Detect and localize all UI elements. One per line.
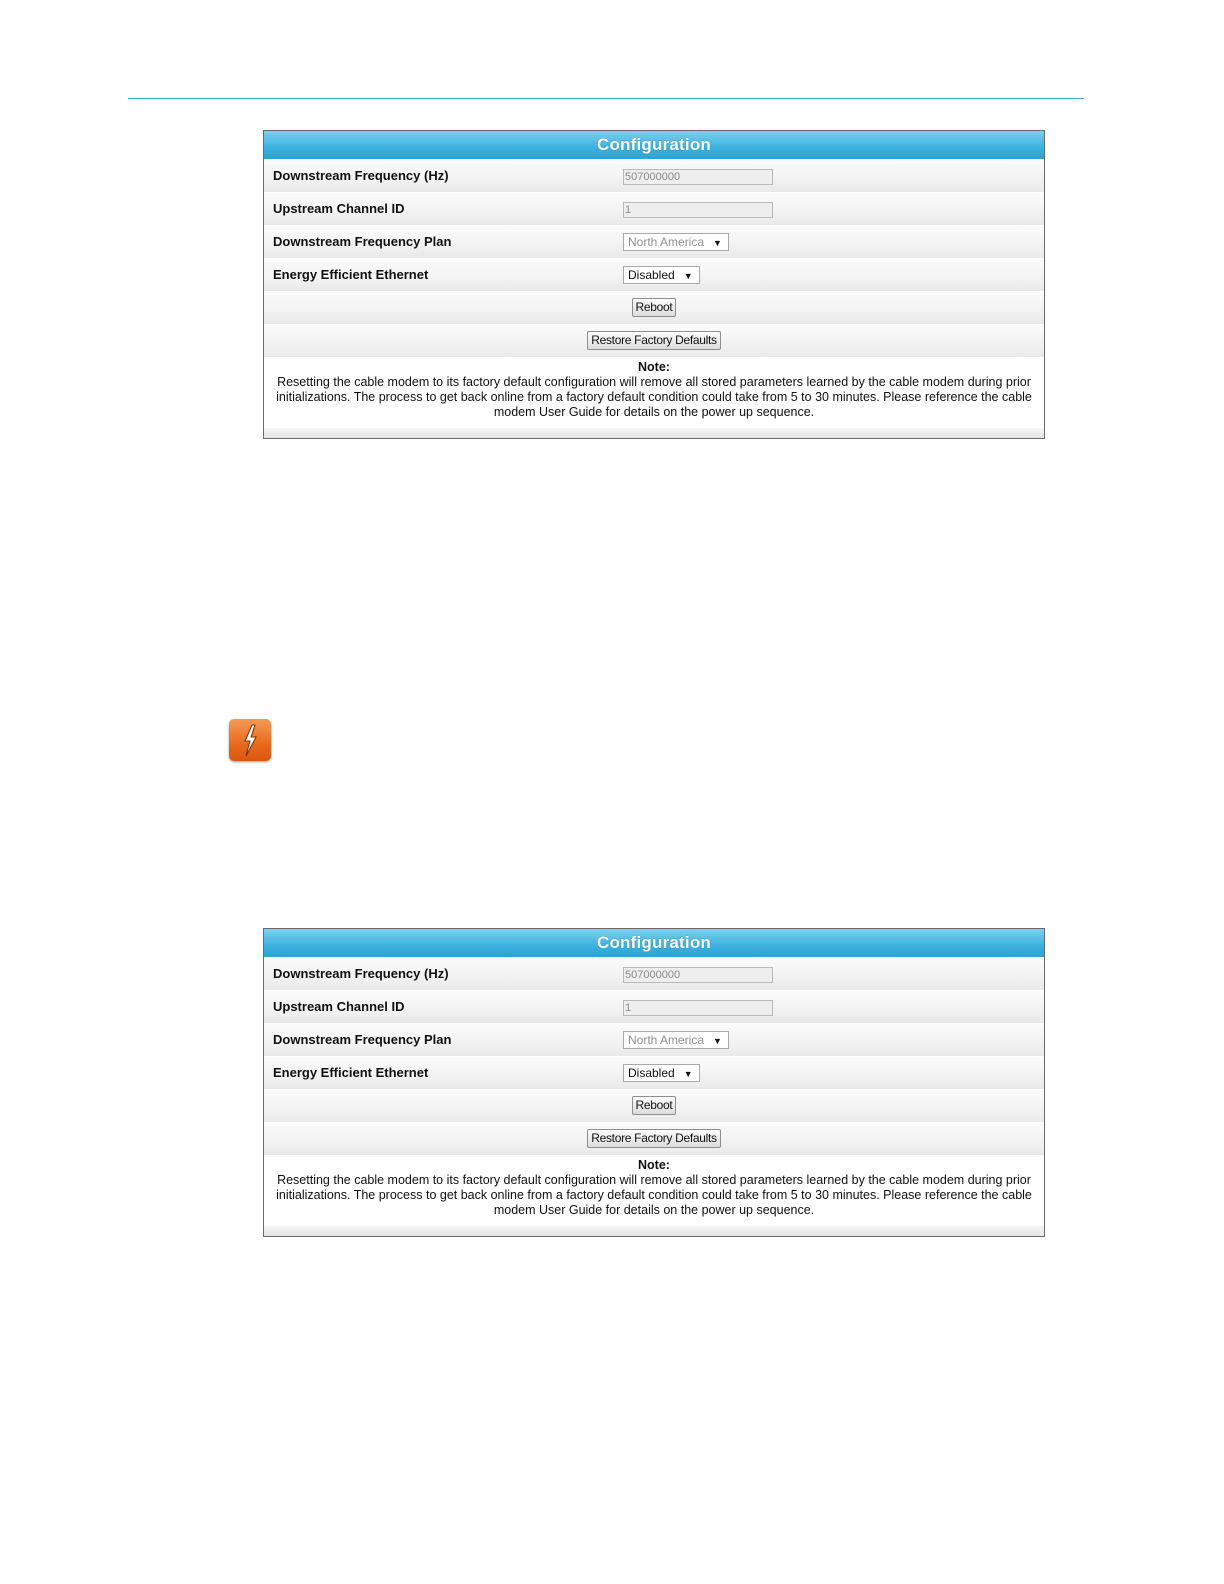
lightning-warning-icon	[229, 719, 271, 761]
energy-efficient-ethernet-select[interactable]	[623, 1064, 700, 1082]
page-header-rule	[128, 98, 1084, 99]
reboot-button[interactable]: Reboot	[632, 298, 677, 317]
frequency-plan-row	[264, 1023, 1044, 1056]
note-text: Resetting the cable modem to its factory default configuration will remove all stored parameters learned by the cable modem during prior initializations. The process to get back online from a factory default condition could take from 5 to 30 minutes. Please reference the cable modem User Guide for details on the power up sequence.	[276, 375, 1032, 419]
upstream-channel-field[interactable]	[623, 202, 773, 218]
upstream-channel-label: Upstream Channel ID	[273, 999, 405, 1014]
frequency-plan-select[interactable]	[623, 233, 729, 251]
reboot-button[interactable]: Reboot	[632, 1096, 677, 1115]
energy-efficient-ethernet-value: Disabled	[628, 1066, 675, 1080]
restore-factory-defaults-button[interactable]: Restore Factory Defaults	[587, 331, 721, 350]
upstream-channel-row	[264, 990, 1044, 1023]
configuration-panel	[263, 928, 1045, 1237]
downstream-frequency-label: Downstream Frequency (Hz)	[273, 966, 449, 981]
energy-efficient-ethernet-value: Disabled	[628, 268, 675, 282]
panel-footer	[264, 428, 1044, 438]
note-title: Note:	[638, 360, 670, 374]
restore-defaults-row	[264, 324, 1044, 357]
dropdown-arrow-icon: ▼	[713, 1036, 722, 1046]
energy-efficient-ethernet-label: Energy Efficient Ethernet	[273, 267, 429, 282]
dropdown-arrow-icon: ▼	[713, 238, 722, 248]
reboot-row	[264, 291, 1044, 324]
energy-efficient-ethernet-label: Energy Efficient Ethernet	[273, 1065, 429, 1080]
panel-title: Configuration	[264, 131, 1044, 159]
energy-efficient-ethernet-row	[264, 1056, 1044, 1089]
note-block	[264, 357, 1044, 428]
downstream-frequency-row	[264, 957, 1044, 990]
frequency-plan-label: Downstream Frequency Plan	[273, 234, 452, 249]
energy-efficient-ethernet-select[interactable]	[623, 266, 700, 284]
panel-title: Configuration	[264, 929, 1044, 957]
frequency-plan-value: North America	[628, 235, 705, 249]
dropdown-arrow-icon: ▼	[683, 271, 693, 281]
frequency-plan-label: Downstream Frequency Plan	[273, 1032, 452, 1047]
note-text: Resetting the cable modem to its factory default configuration will remove all stored parameters learned by the cable modem during prior initializations. The process to get back online from a factory default condition could take from 5 to 30 minutes. Please reference the cable modem User Guide for details on the power up sequence.	[276, 1173, 1032, 1217]
downstream-frequency-field[interactable]	[623, 169, 773, 185]
upstream-channel-label: Upstream Channel ID	[273, 201, 405, 216]
downstream-frequency-field[interactable]	[623, 967, 773, 983]
restore-factory-defaults-button[interactable]: Restore Factory Defaults	[587, 1129, 721, 1148]
restore-defaults-row	[264, 1122, 1044, 1155]
upstream-channel-field[interactable]	[623, 1000, 773, 1016]
configuration-panel	[263, 130, 1045, 439]
upstream-channel-row	[264, 192, 1044, 225]
note-block	[264, 1155, 1044, 1226]
panel-footer	[264, 1226, 1044, 1236]
frequency-plan-value: North America	[628, 1033, 705, 1047]
dropdown-arrow-icon: ▼	[683, 1069, 693, 1079]
frequency-plan-select[interactable]	[623, 1031, 729, 1049]
note-title: Note:	[638, 1158, 670, 1172]
reboot-row	[264, 1089, 1044, 1122]
energy-efficient-ethernet-row	[264, 258, 1044, 291]
downstream-frequency-row	[264, 159, 1044, 192]
frequency-plan-row	[264, 225, 1044, 258]
downstream-frequency-label: Downstream Frequency (Hz)	[273, 168, 449, 183]
